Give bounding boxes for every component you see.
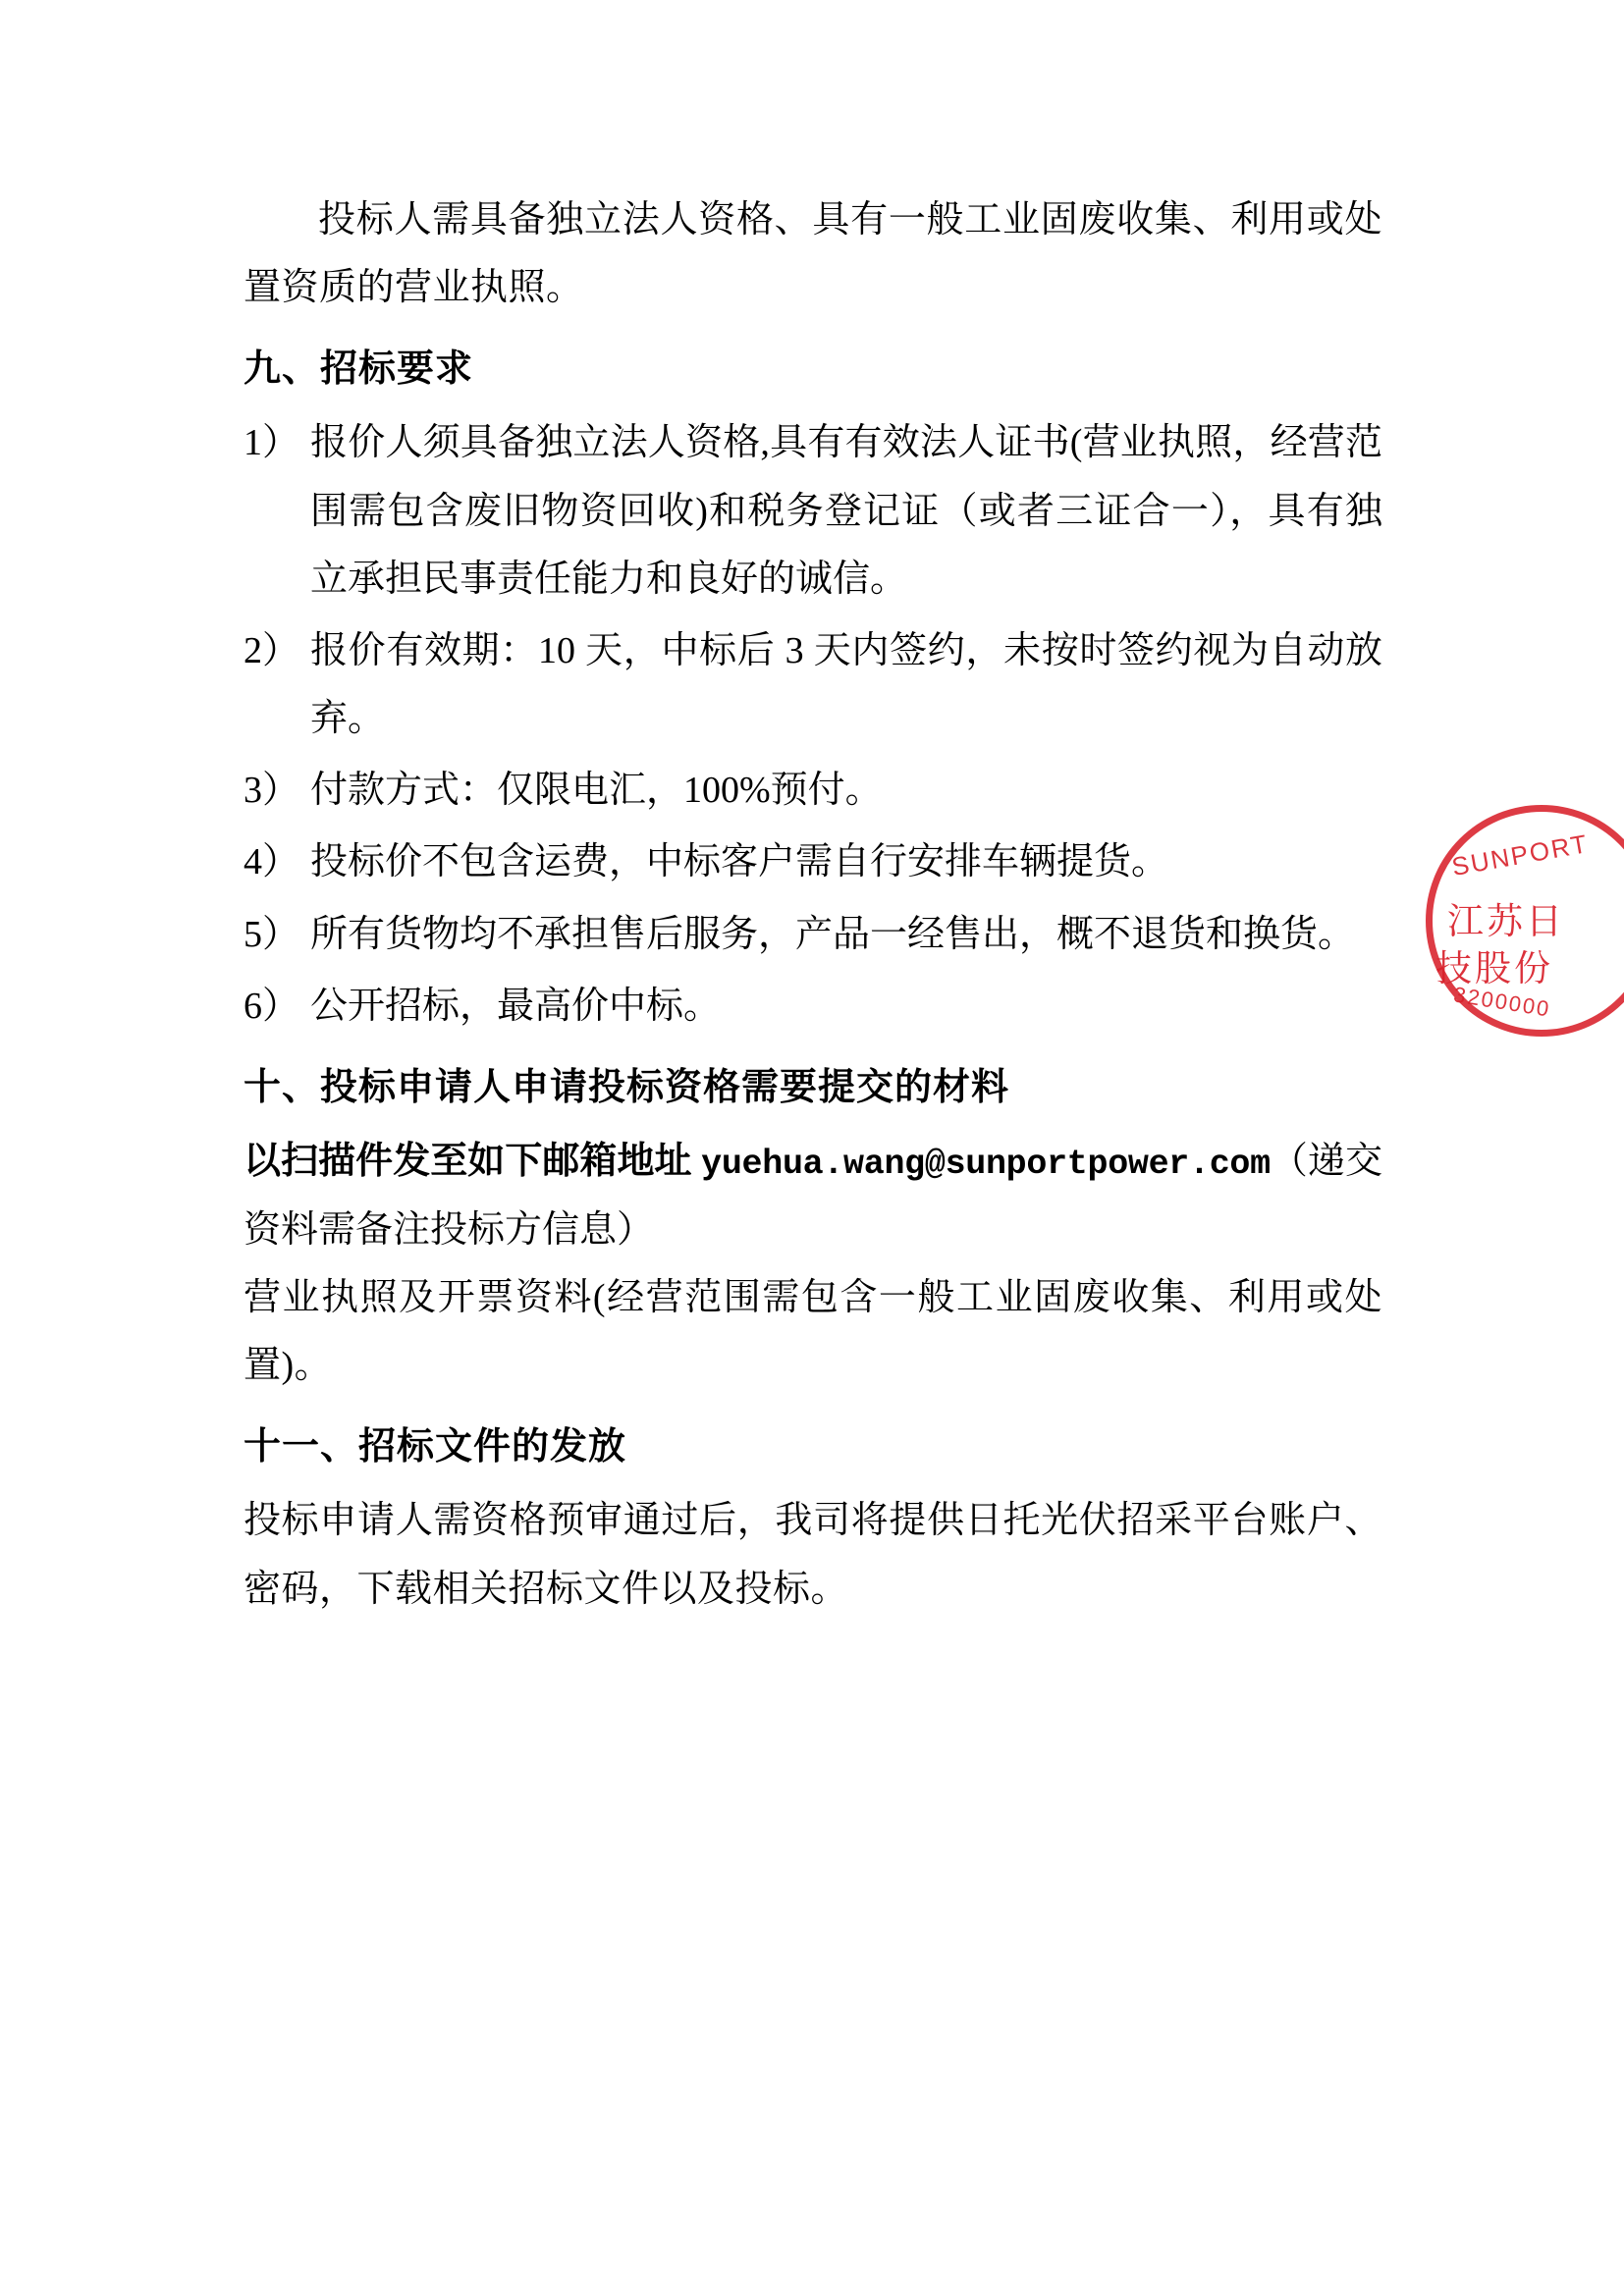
list-item (244, 409, 1382, 613)
list-item (244, 901, 1382, 969)
list-item-marker: 6） (244, 985, 300, 1027)
email-note: （递交资料需备注投标方信息） (244, 1141, 1382, 1251)
list-item-text: 投标价不包含运费，中标客户需自行安排车辆提货。 (310, 841, 1169, 883)
seal-top-text: SUNPORT (1449, 828, 1592, 881)
seal-line-one: 江苏日 (1447, 902, 1565, 942)
list-item-marker: 2） (244, 629, 300, 671)
intro-paragraph: 投标人需具备独立法人资格、具有一般工业固废收集、利用或处置资质的营业执照。 (244, 199, 1382, 309)
list-item (244, 828, 1382, 896)
document-body (244, 187, 1382, 1628)
section-heading-nine: 九、招标要求 (244, 348, 474, 391)
list-item (244, 973, 1382, 1041)
list-item-text: 付款方式：仅限电汇，100%预付。 (310, 770, 883, 812)
seal-line-two: 技股份 (1435, 949, 1553, 989)
section-heading-eleven: 十一、招标文件的发放 (244, 1426, 627, 1468)
list-item-text: 报价人须具备独立法人资格,具有有效法人证书(营业执照，经营范围需包含废旧物资回收)和税务登记证（或者三证合一），具有独立承担民事责任能力和良好的诚信。 (310, 422, 1382, 600)
list-item-text: 所有货物均不承担售后服务，产品一经售出，概不退货和换货。 (310, 913, 1356, 955)
list-item-text: 公开招标，最高价中标。 (310, 985, 722, 1027)
list-item-marker: 3） (244, 770, 300, 812)
email-paragraph (244, 1128, 1382, 1264)
list-item-marker: 4） (244, 841, 300, 883)
email-address: yuehua.wang@sunportpower.com (701, 1145, 1271, 1185)
list-item (244, 617, 1382, 753)
requirements-list (244, 409, 1382, 1040)
list-item-text: 报价有效期：10 天，中标后 3 天内签约，未按时签约视为自动放弃。 (310, 629, 1382, 740)
list-item-marker: 1） (244, 422, 300, 464)
section-heading-ten: 十、投标申请人申请投标资格需要提交的材料 (244, 1066, 1010, 1108)
seal-number: 3200000 (1451, 982, 1553, 1022)
company-seal-stamp (1426, 805, 1624, 1050)
materials-paragraph: 营业执照及开票资料(经营范围需包含一般工业固废收集、利用或处置)。 (244, 1276, 1382, 1387)
email-label: 以扫描件发至如下邮箱地址 (244, 1141, 702, 1183)
distribution-paragraph: 投标申请人需资格预审通过后，我司将提供日托光伏招采平台账户、密码，下载相关招标文件以及投标。 (244, 1500, 1382, 1610)
list-item-marker: 5） (244, 913, 300, 955)
list-item (244, 757, 1382, 825)
